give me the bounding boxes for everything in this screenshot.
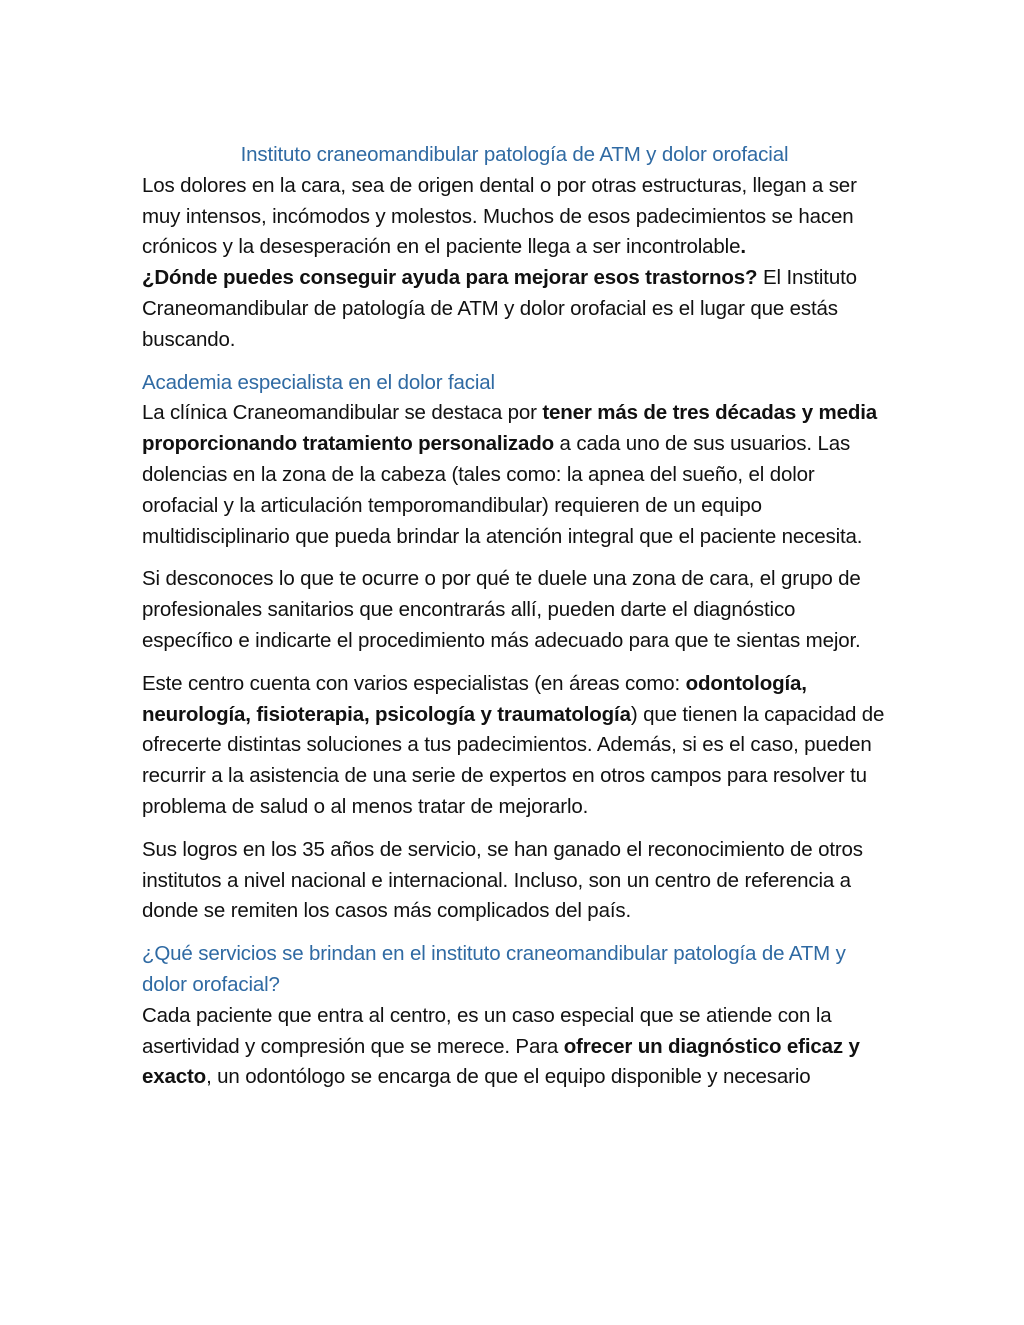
- s1p1-text: La clínica Craneomandibular se destaca por: [142, 401, 543, 425]
- section-heading-academia: Academia especialista en el dolor facial: [142, 370, 495, 394]
- section-heading-servicios: ¿Qué servicios se brindan en el instituto craneomandibular patología de ATM y dolor orofacial?: [142, 942, 846, 996]
- intro-text-end: El Instituto Craneomandibular de patología de ATM y dolor orofacial es el lugar que estás buscando.: [142, 266, 857, 351]
- section1-paragraph-1: [142, 398, 887, 552]
- s2p1-text: Cada paciente que entra al centro, es un caso especial que se atiende con la asertividad y compresión que se merece. Para: [142, 1003, 832, 1058]
- section2-paragraph-1: [142, 1001, 887, 1093]
- document-page: [142, 140, 887, 1105]
- section1-paragraph-2: Si desconoces lo que te ocurre o por qué te duele una zona de cara, el grupo de profesionales sanitarios que encontrarás allí, pueden darte el diagnóstico específico e indicarte el procedimiento más adecuado para que te sientas mejor.: [142, 567, 861, 652]
- intro-paragraph: [142, 171, 887, 356]
- s1p3-text-end: ) que tienen la capacidad de ofrecerte distintas soluciones a tus padecimientos. Además, si es el caso, pueden recurrir a la asistencia de una serie de expertos en otros campos para resolver tu problema de salud o al menos tratar de mejorarlo.: [142, 702, 885, 818]
- s1p3-text: Este centro cuenta con varios especialistas (en áreas como:: [142, 671, 686, 695]
- s1p1-text-end: a cada uno de sus usuarios. Las dolencias en la zona de la cabeza (tales como: la apnea del sueño, el dolor orofacial y la articulación temporomandibular) requieren de un equipo multidisciplinario que pueda brindar la atención integral que el paciente necesita.: [142, 432, 863, 548]
- s2p1-bold: ofrecer un diagnóstico eficaz y exacto: [142, 1034, 860, 1089]
- intro-bold-question: ¿Dónde puedes conseguir ayuda para mejorar esos trastornos?: [142, 266, 758, 290]
- document-title: Instituto craneomandibular patología de ATM y dolor orofacial: [240, 143, 789, 166]
- s1p3-bold: odontología, neurología, fisioterapia, psicología y traumatología: [142, 671, 807, 726]
- intro-text: Los dolores en la cara, sea de origen dental o por otras estructuras, llegan a ser muy intensos, incómodos y molestos. Muchos de esos padecimientos se hacen crónicos y la desesperación en el paciente llega a ser incontrolable: [142, 173, 857, 259]
- s2p1-text-end: , un odontólogo se encarga de que el equipo disponible y necesario: [206, 1065, 811, 1089]
- section1-paragraph-4: Sus logros en los 35 años de servicio, se han ganado el reconocimiento de otros institutos a nivel nacional e internacional. Incluso, son un centro de referencia a donde se remiten los casos más complicados del país.: [142, 837, 863, 923]
- intro-bold-period: .: [740, 235, 746, 259]
- section1-paragraph-3: [142, 669, 887, 823]
- s1p1-bold: tener más de tres décadas y media proporcionando tratamiento personalizado: [142, 401, 877, 456]
